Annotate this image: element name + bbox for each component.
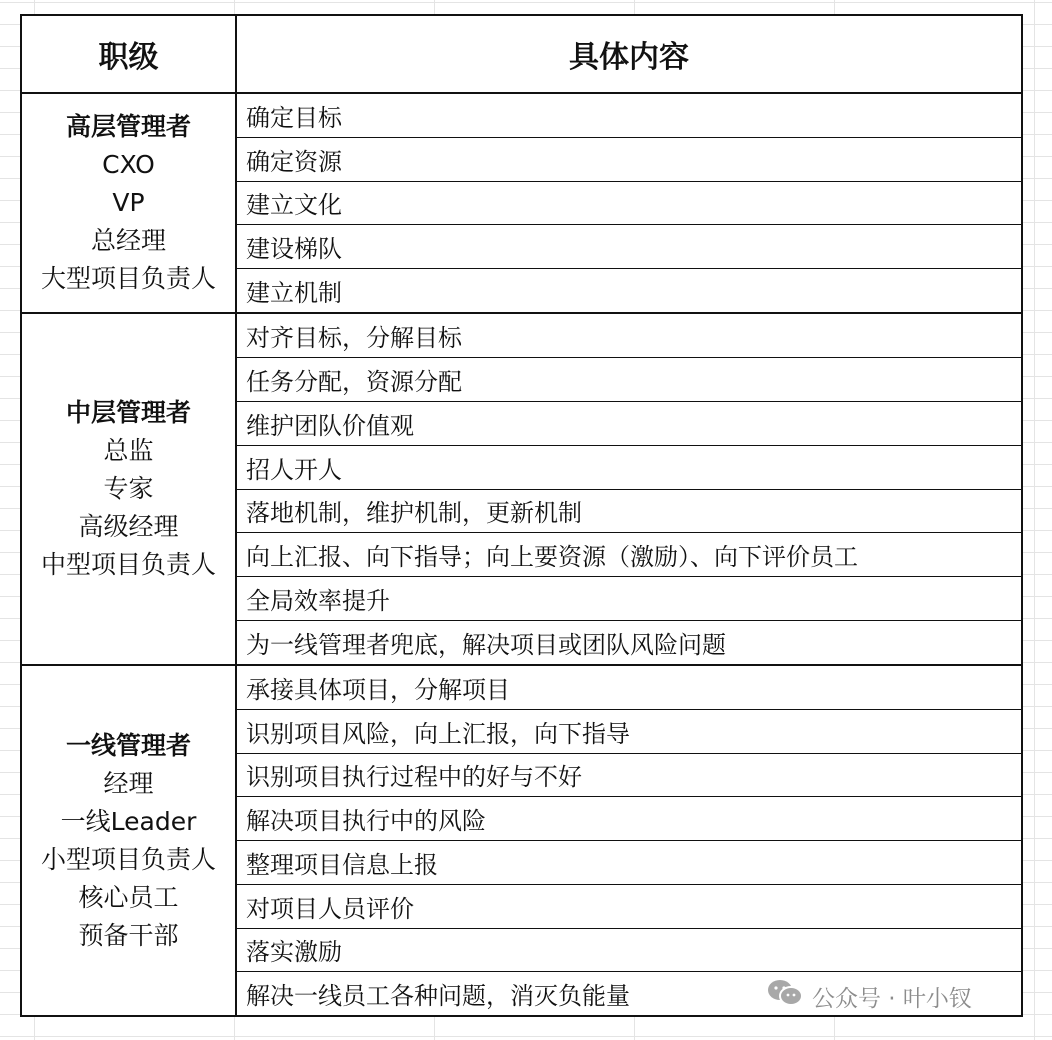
management-level-table	[20, 14, 1023, 1017]
rank-role: 总经理	[90, 226, 166, 255]
content-item: 为一线管理者兜底，解决项目或团队风险问题	[246, 631, 726, 660]
rank-role: 总监	[103, 436, 154, 465]
content-item: 建立机制	[246, 279, 342, 308]
rank-role: 核心员工	[78, 882, 179, 912]
content-item: 招人开人	[237, 446, 1021, 490]
rank-role: 中型项目负责人	[40, 550, 216, 579]
rank-title: 一线管理者	[65, 730, 191, 760]
rank-cell-middle	[22, 314, 237, 666]
content-item: 对项目人员评价	[237, 885, 1021, 929]
header-content: 具体内容	[237, 16, 1021, 94]
content-item: 全局效率提升	[237, 577, 1021, 621]
watermark-text: 公众号 · 叶小钗	[812, 985, 972, 1012]
content-item: 落地机制，维护机制，更新机制	[237, 490, 1021, 534]
rank-role: 高级经理	[78, 512, 179, 541]
content-item: 解决项目执行中的风险	[237, 797, 1021, 841]
content-list-frontline	[237, 666, 1021, 1015]
content-list-senior	[237, 94, 1021, 314]
rank-title: 高层管理者	[65, 112, 191, 141]
rank-cell-frontline	[22, 666, 237, 1015]
content-item: 识别项目风险，向上汇报，向下指导	[237, 710, 1021, 754]
content-item: 建立文化	[237, 182, 1021, 226]
content-item: 整理项目信息上报	[237, 841, 1021, 885]
watermark	[766, 978, 978, 1014]
content-item: 解决一线员工各种问题，消灭负能量	[246, 982, 630, 1011]
rank-role: 预备干部	[78, 920, 179, 950]
content-item: 任务分配，资源分配	[237, 358, 1021, 402]
rank-role: 一线Leader	[60, 806, 197, 836]
content-item: 对齐目标，分解目标	[237, 314, 1021, 358]
content-item: 承接具体项目，分解项目	[237, 666, 1021, 710]
rank-role: 专家	[103, 474, 154, 503]
content-item: 维护团队价值观	[237, 402, 1021, 446]
rank-role: 大型项目负责人	[40, 264, 216, 293]
header-rank: 职级	[22, 16, 237, 94]
rank-role: 经理	[103, 768, 154, 798]
rank-role: CXO	[102, 150, 155, 179]
rank-title: 中层管理者	[65, 398, 191, 427]
content-item: 确定资源	[237, 138, 1021, 182]
content-item: 向上汇报、向下指导；向上要资源（激励）、向下评价员工	[237, 533, 1021, 577]
content-item: 确定目标	[237, 94, 1021, 138]
rank-role: 小型项目负责人	[40, 844, 216, 874]
content-list-middle	[237, 314, 1021, 666]
content-item: 建设梯队	[237, 225, 1021, 269]
rank-cell-senior	[22, 94, 237, 314]
content-item: 落实激励	[237, 929, 1021, 973]
content-item: 识别项目执行过程中的好与不好	[237, 754, 1021, 798]
rank-role: VP	[112, 188, 145, 217]
wechat-icon	[766, 978, 804, 1014]
